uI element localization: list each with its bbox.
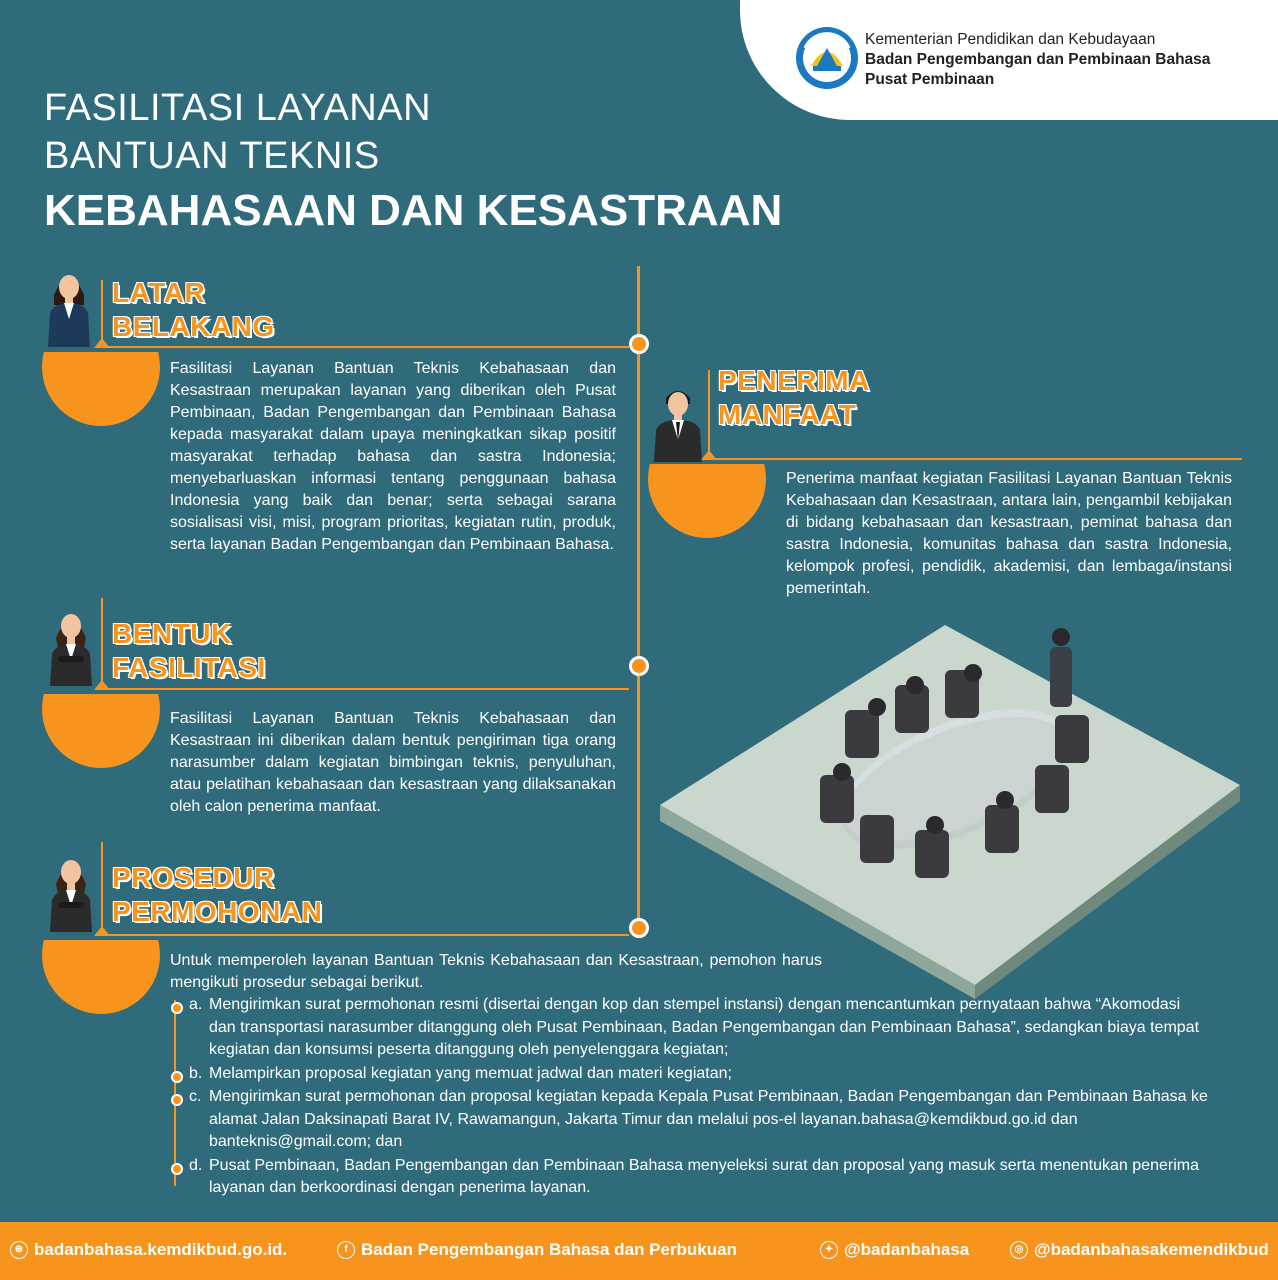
procedure-step	[171, 994, 1211, 1062]
footer-instagram-text: @badanbahasakemendikbud	[1034, 1240, 1269, 1259]
section-divider-horizontal	[101, 688, 629, 690]
ministry-line-2: Badan Pengembangan dan Pembinaan Bahasa	[865, 51, 1211, 68]
step-marker: d.	[189, 1156, 203, 1174]
step-text: Pusat Pembinaan, Badan Pengembangan dan Pembinaan Bahasa menyeleksi surat dan proposal yang masuk serta menentukan penerima layanan dan berkoordinasi dengan penerima layanan.	[209, 1156, 1199, 1196]
procedure-steps	[171, 994, 1211, 1201]
section-title-latar: LATAR BELAKANG	[112, 277, 275, 342]
ministry-line-3: Pusat Pembinaan	[865, 71, 995, 88]
footer-facebook-text: Badan Pengembangan Bahasa dan Perbukuan	[361, 1240, 737, 1259]
step-text: Melampirkan proposal kegiatan yang memuat jadwal dan materi kegiatan;	[209, 1064, 732, 1082]
title-line-3: KEBAHASAAN DAN KESASTRAAN	[44, 186, 783, 235]
section-pointer	[94, 680, 110, 690]
title-line-1: FASILITASI LAYANAN	[44, 87, 432, 129]
section-title-bentuk: BENTUK FASILITASI	[112, 618, 266, 683]
section-divider-horizontal	[101, 934, 629, 936]
step-text: Mengirimkan surat permohonan dan proposal kegiatan kepada Kepala Pusat Pembinaan, Badan Pengembangan dan Pembinaan Bahasa ke alamat Jalan Daksinapati Barat IV, Rawamangun, Jakarta Timur dan melalui pos-el layanan.bahasa@kemdikbud.go.id dan banteknis@gmail.com; dan	[209, 1088, 1208, 1150]
section-divider-vertical	[708, 370, 710, 458]
step-bullet-icon	[171, 1094, 183, 1106]
footer-twitter[interactable]	[820, 1240, 969, 1260]
step-marker: b.	[189, 1064, 203, 1082]
ministry-line-1: Kementerian Pendidikan dan Kebudayaan	[865, 31, 1156, 48]
section-title-prosedur: PROSEDUR PERMOHONAN	[112, 862, 323, 927]
timeline-vertical-line	[637, 266, 640, 926]
section-divider-horizontal	[101, 346, 629, 348]
section-body-prosedur-intro: Untuk memperoleh layanan Bantuan Teknis Kebahasaan dan Kesastraan, pemohon harus mengikuti prosedur sebagai berikut.	[170, 952, 822, 991]
woman-avatar-icon	[44, 265, 94, 347]
section-body-bentuk: Fasilitasi Layanan Bantuan Teknis Kebahasaan dan Kesastraan ini diberikan dalam bentuk pengiriman tiga orang narasumber dalam kegiatan bimbingan teknis, penyuluhan, atau pelatihan kebahasaan dan kesastraan yang dilaksanakan oleh calon penerima manfaat.	[170, 710, 616, 815]
facebook-icon: f	[337, 1241, 355, 1259]
section-divider-vertical	[101, 598, 103, 688]
timeline-dot	[629, 334, 649, 354]
instagram-icon: ◎	[1010, 1241, 1028, 1259]
section-pointer	[94, 926, 110, 936]
timeline-dot	[629, 918, 649, 938]
procedure-step	[171, 1063, 1211, 1086]
step-bullet-icon	[171, 1163, 183, 1175]
section-divider-vertical	[101, 842, 103, 934]
footer-twitter-text: @badanbahasa	[844, 1240, 970, 1259]
section-divider-vertical	[101, 280, 103, 346]
title-line-2: BANTUAN TEKNIS	[44, 135, 380, 177]
footer-website-text: badanbahasa.kemdikbud.go.id.	[34, 1240, 288, 1259]
man-avatar-icon	[650, 380, 706, 462]
footer-facebook[interactable]	[337, 1240, 737, 1260]
procedure-step	[171, 1086, 1211, 1154]
section-divider-horizontal	[708, 458, 1242, 460]
woman-avatar-icon	[48, 850, 94, 932]
meeting-illustration	[655, 615, 1245, 1000]
woman-avatar-icon	[48, 604, 94, 686]
procedure-steps-list	[171, 994, 1211, 1200]
footer-instagram[interactable]	[1010, 1240, 1269, 1260]
tut-wuri-handayani-logo-icon	[795, 26, 859, 90]
ministry-text	[865, 30, 1210, 90]
step-bullet-icon	[171, 1071, 183, 1083]
footer-website[interactable]	[10, 1240, 287, 1260]
globe-icon: ⊕	[10, 1241, 28, 1259]
step-bullet-icon	[171, 1002, 183, 1014]
timeline-dot	[629, 656, 649, 676]
footer-bar	[0, 1222, 1278, 1280]
step-marker: c.	[189, 1088, 202, 1105]
page-title	[44, 84, 782, 242]
section-body-penerima: Penerima manfaat kegiatan Fasilitasi Layanan Bantuan Teknis Kebahasaan dan Kesastraan, antara lain, pengambil kebijakan di bidang kebahasaan dan kesastraan, peminat bahasa dan sastra Indonesia, komunitas bahasa dan sastra Indonesia, kelompok profesi, pendidik, akademisi, dan lembaga/instansi pemerintah.	[786, 470, 1232, 597]
step-marker: a.	[189, 996, 203, 1013]
twitter-icon: ✦	[820, 1241, 838, 1259]
section-body-latar: Fasilitasi Layanan Bantuan Teknis Kebahasaan dan Kesastraan merupakan layanan yang diberikan oleh Pusat Pembinaan, Badan Pengembangan dan Pembinaan Bahasa kepada masyarakat dalam upaya meningkatkan sikap positif masyarakat terhadap bahasa dan sastra Indonesia; menyebarluaskan informasi tentang penggunaan bahasa Indonesia yang baik dan benar; serta sebagai sarana sosialisasi visi, misi, program prioritas, kegiatan rutin, produk, serta layanan Badan Pengembangan dan Pembinaan Bahasa.	[170, 360, 616, 553]
section-title-penerima: PENERIMA MANFAAT	[718, 365, 870, 430]
step-text: Mengirimkan surat permohonan resmi (disertai dengan kop dan stempel instansi) dengan mencantumkan pernyataan bahwa “Akomodasi dan transportasi narasumber ditanggung oleh Pusat Pembinaan, Badan Pengembangan dan Pembinaan Bahasa”, sedangkan biaya tempat kegiatan dan konsumsi peserta ditanggung oleh penyelenggara kegiatan;	[209, 996, 1200, 1058]
procedure-step	[171, 1155, 1211, 1200]
section-pointer	[94, 338, 110, 348]
section-pointer	[701, 450, 717, 460]
